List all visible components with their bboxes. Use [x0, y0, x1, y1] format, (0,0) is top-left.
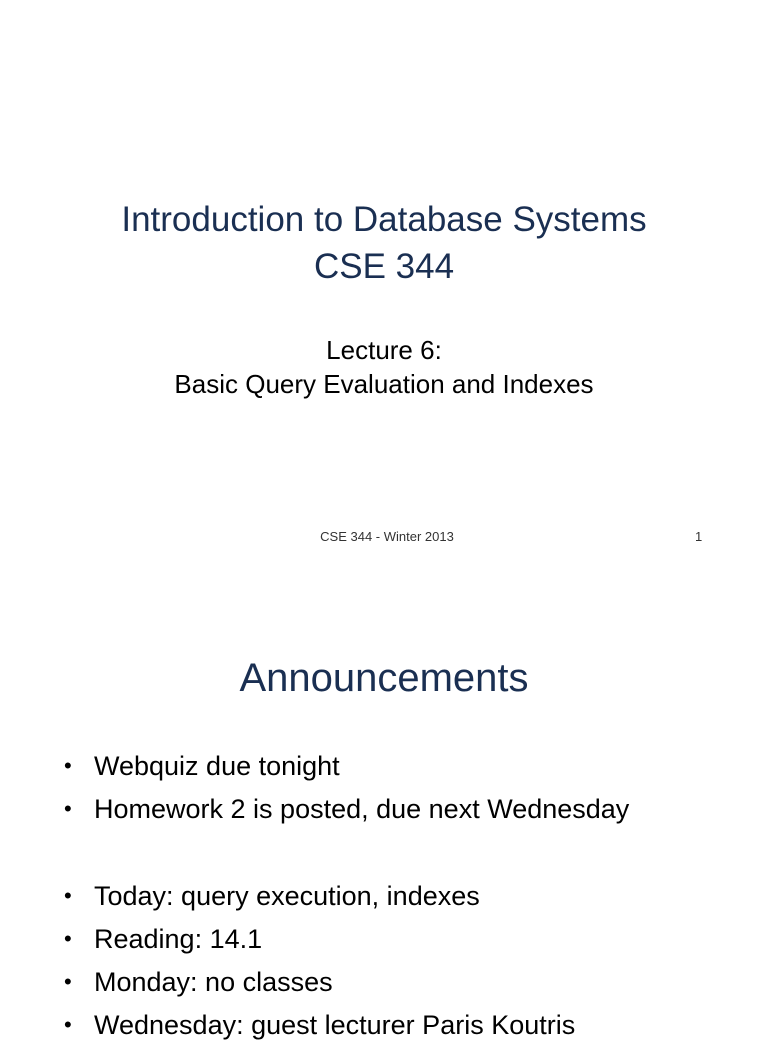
list-item-text: Homework 2 is posted, due next Wednesday — [94, 794, 630, 824]
list-item — [60, 919, 629, 962]
announcements-slide — [0, 576, 768, 1040]
bullet-icon: • — [64, 926, 72, 951]
list-item — [60, 962, 629, 1005]
announcement-list — [60, 746, 629, 1048]
list-item — [60, 789, 629, 832]
announcements-heading: Announcements — [239, 656, 529, 700]
list-item-text: Webquiz due tonight — [94, 751, 340, 781]
lecture-topic: Basic Query Evaluation and Indexes — [174, 369, 594, 399]
bullet-icon: • — [64, 883, 72, 908]
bullet-icon: • — [64, 969, 72, 994]
list-item — [60, 876, 629, 919]
list-item — [60, 1005, 629, 1048]
slide-title-line-1: Introduction to Database Systems — [121, 200, 647, 239]
slide-title-line-2: CSE 344 — [313, 247, 455, 286]
bullet-icon: • — [64, 753, 72, 778]
bullet-icon: • — [64, 1012, 72, 1037]
bullet-icon: • — [64, 796, 72, 821]
list-item-text: Wednesday: guest lecturer Paris Koutris — [94, 1010, 576, 1040]
list-item-text: Today: query execution, indexes — [94, 881, 480, 911]
list-item-text: Monday: no classes — [94, 967, 333, 997]
list-item-text: Reading: 14.1 — [94, 924, 263, 954]
footer-page-number: 1 — [695, 529, 703, 544]
list-item — [60, 746, 629, 789]
lecture-number: Lecture 6: — [326, 335, 442, 365]
slide-footer — [0, 529, 768, 547]
footer-course-label: CSE 344 - Winter 2013 — [320, 529, 454, 544]
